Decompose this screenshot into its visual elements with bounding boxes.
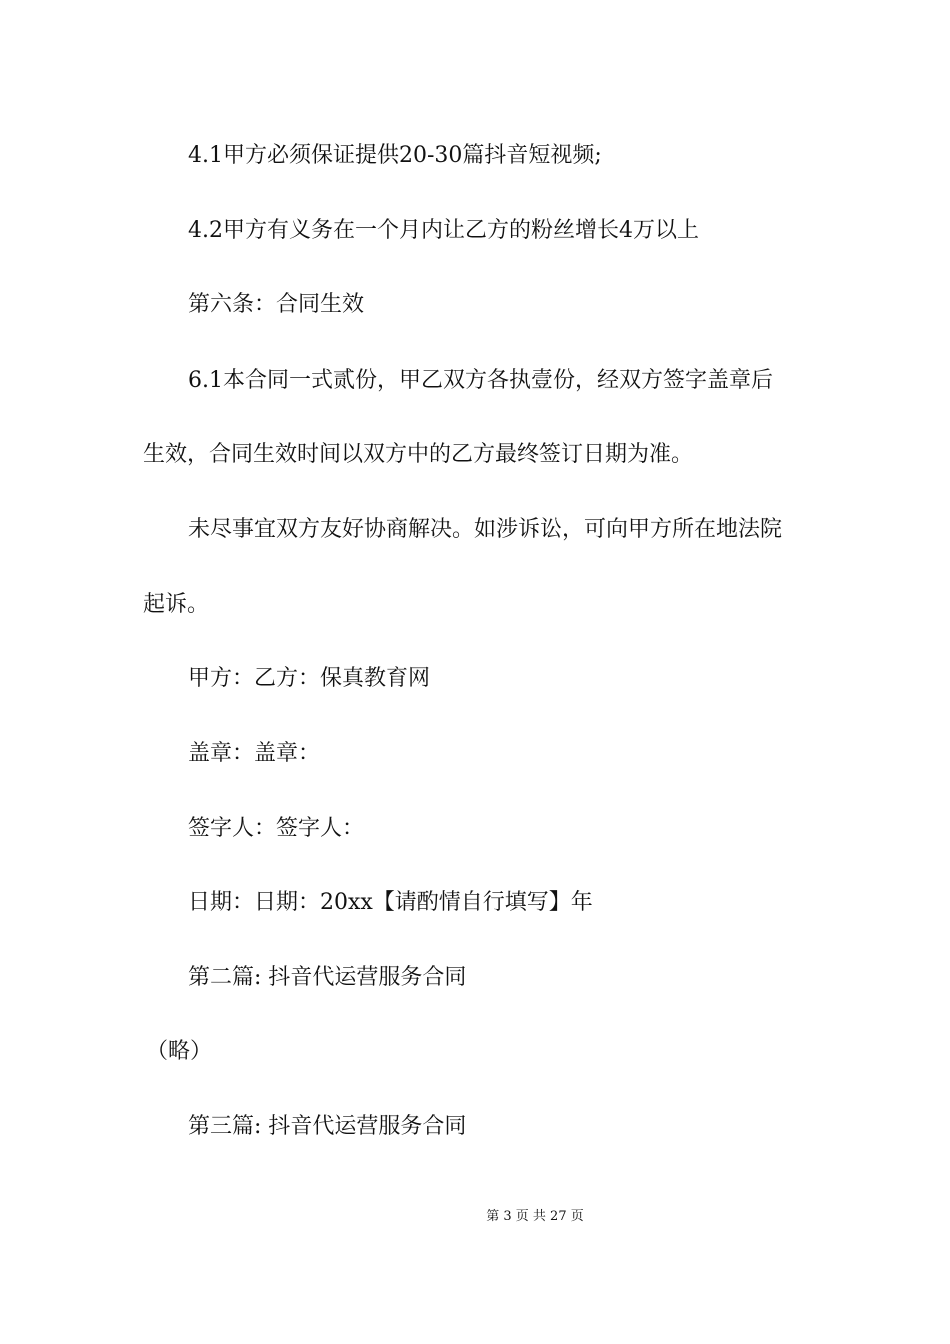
disputes-line-2: 起诉。 xyxy=(143,592,210,617)
seal-line: 盖章：盖章： xyxy=(188,741,321,766)
disputes-line-1: 未尽事宜双方友好协商解决。如涉诉讼，可向甲方所在地法院 xyxy=(188,517,783,542)
omitted-note: （略） xyxy=(146,1039,213,1064)
date-line: 日期：日期：20xx【请酌情自行填写】年 xyxy=(188,890,593,915)
section-2-heading: 第二篇: 抖音代运营服务合同 xyxy=(188,965,467,990)
page-number: 第 3 页 共 27 页 xyxy=(486,1209,584,1224)
section-3-heading: 第三篇: 抖音代运营服务合同 xyxy=(188,1114,467,1139)
signatory-line: 签字人：签字人： xyxy=(188,816,365,841)
clause-4-1: 4.1甲方必须保证提供20-30篇抖音短视频; xyxy=(188,143,602,168)
clause-6-1-line-2: 生效，合同生效时间以双方中的乙方最终签订日期为准。 xyxy=(143,442,694,467)
clause-6-1-line-1: 6.1本合同一式贰份，甲乙双方各执壹份，经双方签字盖章后 xyxy=(188,368,773,393)
clause-4-2: 4.2甲方有义务在一个月内让乙方的粉丝增长4万以上 xyxy=(188,218,699,243)
parties-line: 甲方：乙方：保真教育网 xyxy=(188,666,431,691)
article-6-heading: 第六条：合同生效 xyxy=(188,292,365,317)
